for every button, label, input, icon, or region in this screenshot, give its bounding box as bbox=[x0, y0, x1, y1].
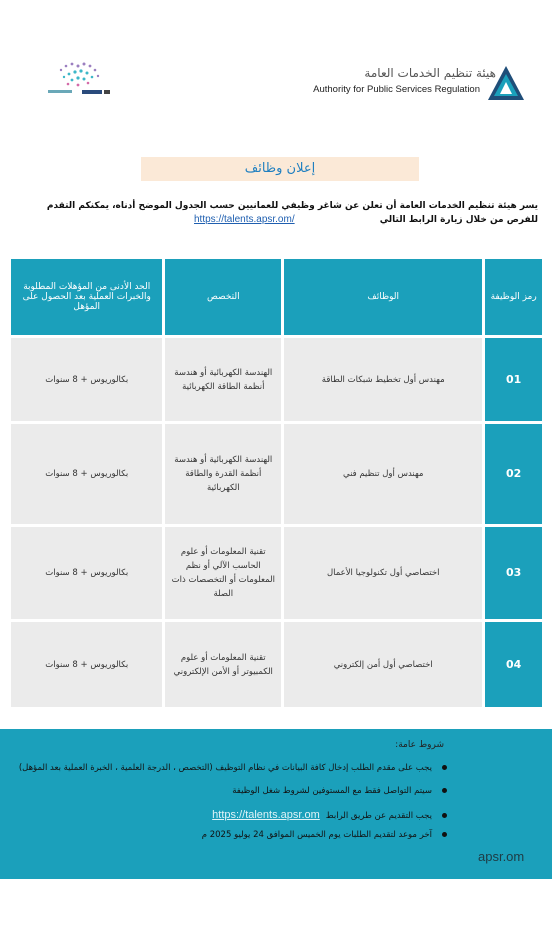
job-requirements: بكالوريوس + 8 سنوات bbox=[11, 338, 162, 421]
jobs-table bbox=[8, 256, 545, 710]
job-title: اختصاصي أول أمن إلكتروني bbox=[284, 622, 482, 707]
table-row bbox=[11, 622, 542, 707]
job-specialization: تقنية المعلومات أو علوم الحاسب الآلي أو نظم المعلومات أو التخصصات ذات الصلة bbox=[165, 527, 281, 619]
bullet-icon bbox=[442, 832, 447, 837]
term-item bbox=[19, 763, 447, 773]
term-text: سيتم التواصل فقط مع المستوفين لشروط شغل الوظيفة bbox=[232, 786, 432, 796]
term-text: آخر موعد لتقديم الطلبات يوم الخميس الموافق 24 يوليو 2025 م bbox=[201, 830, 432, 840]
job-title: مهندس أول تنظيم فني bbox=[284, 424, 482, 524]
job-specialization: تقنية المعلومات أو علوم الكمبيوتر أو الأمن الإلكتروني bbox=[165, 622, 281, 707]
job-requirements: بكالوريوس + 8 سنوات bbox=[11, 424, 162, 524]
table-row bbox=[11, 424, 542, 524]
bullet-icon bbox=[442, 788, 447, 793]
header-code: رمز الوظيفة bbox=[485, 259, 542, 335]
job-specialization: الهندسة الكهربائية أو هندسة أنظمة القدرة والطاقة الكهربائية bbox=[165, 424, 281, 524]
header bbox=[0, 0, 552, 120]
term-item bbox=[232, 786, 447, 796]
term-item bbox=[212, 809, 447, 821]
header-requirements: الحد الأدنى من المؤهلات المطلوبة والخبرات العملية بعد الحصول على المؤهل bbox=[11, 259, 162, 335]
term-item bbox=[202, 830, 447, 840]
bullet-icon bbox=[442, 765, 447, 770]
header-specialization: التخصص bbox=[165, 259, 281, 335]
job-code: 02 bbox=[485, 424, 542, 524]
org-name-arabic: هيئة تنظيم الخدمات العامة bbox=[364, 66, 496, 80]
table-header-row bbox=[11, 259, 542, 335]
job-code: 03 bbox=[485, 527, 542, 619]
bullet-icon bbox=[442, 813, 447, 818]
org-name-english: Authority for Public Services Regulation bbox=[313, 84, 480, 95]
term-text: يجب التقديم عن طريق الرابط bbox=[325, 811, 432, 821]
talents-link[interactable]: https://talents.apsr.om/ bbox=[194, 214, 295, 225]
terms-title: شروط عامة: bbox=[395, 740, 444, 750]
job-requirements: بكالوريوس + 8 سنوات bbox=[11, 622, 162, 707]
job-specialization: الهندسة الكهربائية أو هندسة أنظمة الطاقة الكهربائية bbox=[165, 338, 281, 421]
announcement-intro: يسر هيئة تنظيم الخدمات العامة أن تعلن عن شاغر وظيفي للعمانيين حسب الجدول الموضح أدناه، يمكنكم التقدم للفرص من خلال زيارة الرابط التالي bbox=[46, 201, 538, 225]
job-title: اختصاصي أول تكنولوجيا الأعمال bbox=[284, 527, 482, 619]
general-terms-panel bbox=[0, 729, 552, 879]
footer-website: apsr.om bbox=[478, 849, 525, 864]
announcement-title: إعلان وظائف bbox=[141, 157, 419, 181]
table-row bbox=[11, 338, 542, 421]
job-requirements: بكالوريوس + 8 سنوات bbox=[11, 527, 162, 619]
term-text: يجب على مقدم الطلب إدخال كافة البيانات في نظام التوظيف (التخصص ، الدرجة العلمية ، الخبرة العملية بعد المؤهل) bbox=[18, 763, 432, 773]
terms-talents-link[interactable]: https://talents.apsr.om bbox=[212, 809, 320, 821]
oman-vision-2040-logo bbox=[38, 52, 118, 102]
table-row bbox=[11, 527, 542, 619]
job-title: مهندس أول تخطيط شبكات الطاقة bbox=[284, 338, 482, 421]
apsr-triangle-logo bbox=[486, 64, 526, 102]
job-code: 01 bbox=[485, 338, 542, 421]
header-job: الوظائف bbox=[284, 259, 482, 335]
job-code: 04 bbox=[485, 622, 542, 707]
